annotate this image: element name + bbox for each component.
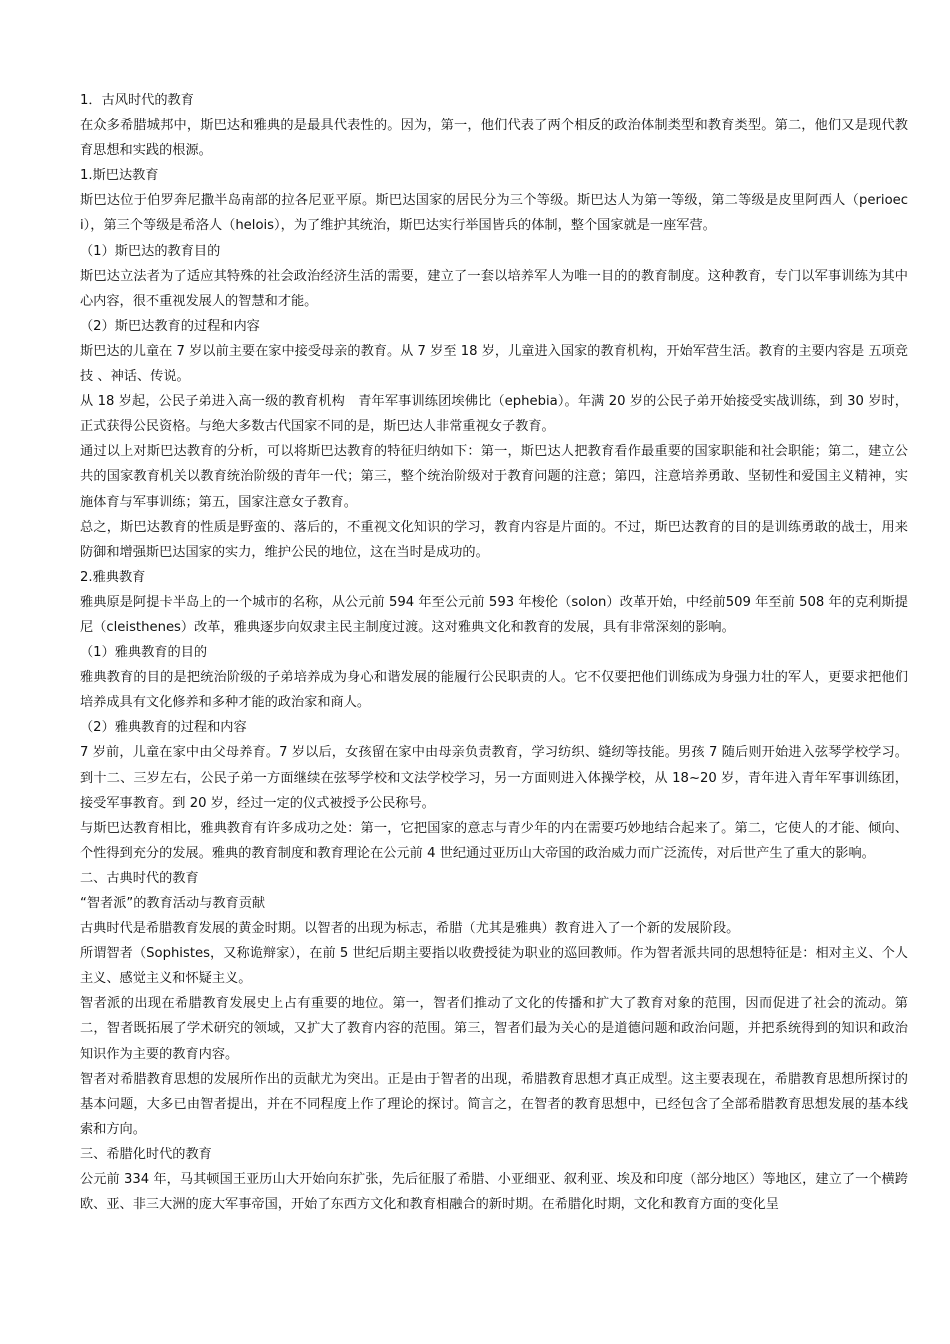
subheading-sparta-aim: （1）斯巴达的教育目的 [80,243,221,259]
subheading-athens-process: （2）雅典教育的过程和内容 [80,720,247,736]
document-body [80,88,908,1217]
paragraph-sophists-definition: 所谓智者（Sophistes，又称诡辩家），在前 5 世纪后期主要指以收费授徒为职业的巡回教师。作为智者派共同的思想特征是：相对主义、个人主义、感觉主义和怀疑主义。 [80,946,908,987]
section-heading-athens: 2.雅典教育 [80,569,146,585]
paragraph-hellenistic-intro: 公元前 334 年，马其顿国王亚历山大开始向东扩张，先后征服了希腊、小亚细亚、叙利亚、埃及和印度（部分地区）等地区，建立了一个横跨欧、亚、非三大洲的庞大军事帝国，开始了东西方文化和教育相融合的新时期。在希腊化时期，文化和教育方面的变化呈 [80,1172,908,1213]
section-heading-classical: 二、古典时代的教育 [80,870,199,886]
subheading-sophists: “智者派”的教育活动与教育贡献 [80,896,266,911]
section-heading-hellenistic: 三、希腊化时代的教育 [80,1146,212,1162]
subheading-sparta-process: （2）斯巴达教育的过程和内容 [80,318,260,334]
paragraph-sparta-children: 斯巴达的儿童在 7 岁以前主要在家中接受母亲的教育。从 7 岁至 18 岁，儿童进入国家的教育机构，开始军营生活。教育的主要内容是 五项竞技 、神话、传说。 [80,343,908,385]
paragraph-sparta-ephebia: 从 18 岁起，公民子弟进入高一级的教育机构 青年军事训练团埃佛比（ephebia）。年满 20 岁的公民子弟开始接受实战训练，到 30 岁时，正式获得公民资格。与绝大多数古代国家不同的是，斯巴达人非常重视女子教育。 [80,394,908,435]
section-heading-archaic: 1．古风时代的教育 [80,93,194,108]
paragraph-sparta-location: 斯巴达位于伯罗奔尼撒半岛南部的拉各尼亚平原。斯巴达国家的居民分为三个等级。斯巴达人为第一等级，第二等级是皮里阿西人（perioeci），第三个等级是希洛人（helois），为了维护其统治，斯巴达实行举国皆兵的体制，整个国家就是一座军营。 [80,193,908,234]
subheading-athens-aim: （1）雅典教育的目的 [80,645,208,661]
paragraph-athens-aim: 雅典教育的目的是把统治阶级的子弟培养成为身心和谐发展的能履行公民职责的人。它不仅要把他们训练成为身强力壮的军人，更要求把他们培养成具有文化修养和多种才能的政治家和商人。 [80,670,908,711]
paragraph-sophists-contribution: 智者对希腊教育思想的发展所作出的贡献尤为突出。正是由于智者的出现，希腊教育思想才真正成型。这主要表现在，希腊教育思想所探讨的基本问题，大多已由智者提出，并在不同程度上作了理论的探讨。简言之，在智者的教育思想中，已经包含了全部希腊教育思想发展的基本线索和方向。 [80,1071,908,1137]
paragraph-athens-comparison: 与斯巴达教育相比，雅典教育有许多成功之处：第一，它把国家的意志与青少年的内在需要巧妙地结合起来了。第二，它使人的才能、倾向、个性得到充分的发展。雅典的教育制度和教育理论在公元前 4 世纪通过亚历山大帝国的政治威力而广泛流传，对后世产生了重大的影响。 [80,820,908,861]
paragraph-sparta-summary: 总之，斯巴达教育的性质是野蛮的、落后的，不重视文化知识的学习，教育内容是片面的。不过，斯巴达教育的目的是训练勇敢的战士，用来防御和增强斯巴达国家的实力，维护公民的地位，这在当时是成功的。 [80,519,908,560]
paragraph-classical-golden-age: 古典时代是希腊教育发展的黄金时期。以智者的出现为标志，希腊（尤其是雅典）教育进入了一个新的发展阶段。 [80,921,740,937]
paragraph-sparta-features: 通过以上对斯巴达教育的分析，可以将斯巴达教育的特征归纳如下：第一，斯巴达人把教育看作最重要的国家职能和社会职能；第二，建立公共的国家教育机关以教育统治阶级的青年一代；第三，整个统治阶级对于教育问题的注意；第四，注意培养勇敢、坚韧性和爱国主义精神，实施体育与军事训练；第五，国家注意女子教育。 [80,444,908,510]
paragraph-athens-process: 7 岁前，儿童在家中由父母养育。7 岁以后，女孩留在家中由母亲负责教育，学习纺织、缝纫等技能。男孩 7 随后则开始进入弦琴学校学习。到十二、三岁左右，公民子弟一方面继续在弦琴学校和文法学校学习，另一方面则进入体操学校，从 18~20 岁，青年进入青年军事训练团，接受军事教育。到 20 岁，经过一定的仪式被授予公民称号。 [80,745,908,811]
section-heading-sparta: 1.斯巴达教育 [80,168,159,184]
paragraph-athens-history: 雅典原是阿提卡半岛上的一个城市的名称，从公元前 594 年至公元前 593 年梭伦（solon）改革开始，中经前509 年至前 508 年的克利斯提尼（cleisthenes）改革，雅典逐步向奴隶主民主制度过渡。这对雅典文化和教育的发展，具有非常深刻的影响。 [80,594,908,635]
paragraph-sophists-significance: 智者派的出现在希腊教育发展史上占有重要的地位。第一，智者们推动了文化的传播和扩大了教育对象的范围，因而促进了社会的流动。第二，智者既拓展了学术研究的领域，又扩大了教育内容的范围。第三，智者们最为关心的是道德问题和政治问题，并把系统得到的知识和政治知识作为主要的教育内容。 [80,996,908,1062]
paragraph-sparta-aim: 斯巴达立法者为了适应其特殊的社会政治经济生活的需要，建立了一套以培养军人为唯一目的的教育制度。这种教育，专门以军事训练为其中心内容，很不重视发展人的智慧和才能。 [80,268,908,309]
paragraph-intro: 在众多希腊城邦中，斯巴达和雅典的是最具代表性的。因为，第一，他们代表了两个相反的政治体制类型和教育类型。第二，他们又是现代教育思想和实践的根源。 [80,118,908,159]
